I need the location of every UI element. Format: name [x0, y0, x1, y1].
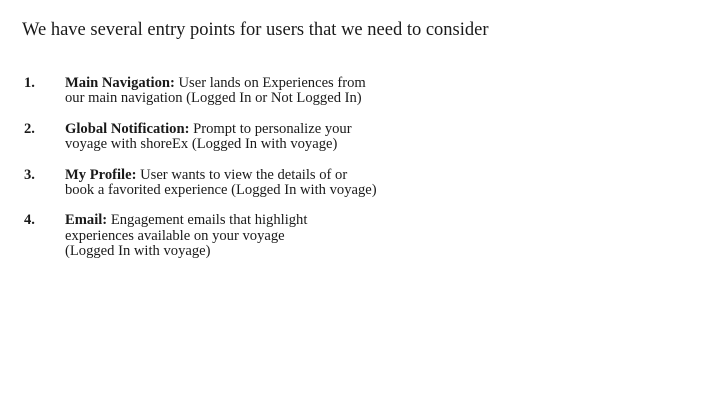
list-item-my-profile [24, 168, 424, 199]
entry-points-list [24, 76, 424, 275]
list-item-text: User lands on Experiences from [178, 75, 366, 91]
list-item-text: (Logged In with voyage) [65, 243, 211, 260]
list-item-heading: Email: [65, 212, 108, 229]
list-item-first-line [65, 122, 424, 137]
slide-title: We have several entry points for users that we need to consider [22, 20, 489, 40]
list-item-text: experiences available on your voyage [65, 227, 285, 244]
list-item-global-notification [24, 122, 424, 153]
list-item-number: 2. [24, 120, 35, 137]
list-item-email [24, 213, 424, 259]
list-item-number: 1. [24, 75, 35, 91]
list-item-text: User wants to view the details of or [140, 166, 348, 183]
list-item-text: our main navigation (Logged In or Not Logged In) [65, 90, 362, 107]
list-item-first-line [65, 76, 424, 91]
list-item-text: Engagement emails that highlight [110, 212, 308, 229]
list-item-heading: Main Navigation: [65, 75, 175, 91]
list-item-text: book a favorited experience (Logged In with voyage) [65, 182, 377, 199]
list-item-number: 3. [24, 166, 35, 183]
list-item-heading: Global Notification: [65, 120, 190, 137]
list-item-text: Prompt to personalize your [193, 120, 352, 137]
list-item-heading: My Profile: [65, 166, 137, 183]
list-item-main-navigation [24, 76, 424, 107]
list-item-first-line [65, 213, 424, 228]
list-item-number: 4. [24, 212, 35, 229]
list-item-first-line [65, 168, 424, 183]
list-item-text: voyage with shoreEx (Logged In with voyage) [65, 136, 338, 153]
